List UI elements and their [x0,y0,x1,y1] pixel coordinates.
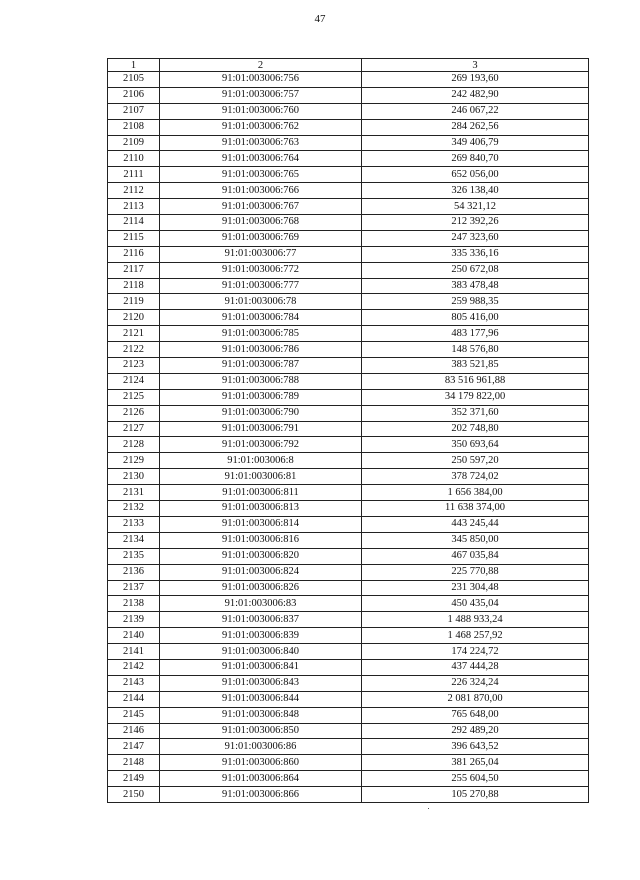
cadastral-number-cell: 91:01:003006:841 [160,659,362,675]
cadastral-number-cell: 91:01:003006:792 [160,437,362,453]
row-number-cell: 2137 [108,580,160,596]
row-number-cell: 2128 [108,437,160,453]
row-number-cell: 2133 [108,516,160,532]
table-row [108,580,589,596]
cadastral-number-cell: 91:01:003006:848 [160,707,362,723]
table-row [108,485,589,501]
table-row [108,294,589,310]
row-number-cell: 2108 [108,119,160,135]
table-row [108,453,589,469]
row-number-cell: 2116 [108,246,160,262]
cadastral-value-cell: 212 392,26 [362,215,589,231]
cadastral-number-cell: 91:01:003006:816 [160,532,362,548]
row-number-cell: 2115 [108,230,160,246]
table-row [108,421,589,437]
cadastral-number-cell: 91:01:003006:850 [160,723,362,739]
cadastral-value-table [107,58,589,803]
row-number-cell: 2118 [108,278,160,294]
row-number-cell: 2150 [108,787,160,803]
row-number-cell: 2138 [108,596,160,612]
table-row [108,278,589,294]
cadastral-value-cell: 1 656 384,00 [362,485,589,501]
table-row [108,501,589,517]
table-row [108,739,589,755]
row-number-cell: 2124 [108,373,160,389]
cadastral-value-cell: 349 406,79 [362,135,589,151]
table-row [108,691,589,707]
cadastral-number-cell: 91:01:003006:839 [160,628,362,644]
row-number-cell: 2120 [108,310,160,326]
cadastral-number-cell: 91:01:003006:768 [160,215,362,231]
cadastral-number-cell: 91:01:003006:777 [160,278,362,294]
cadastral-value-cell: 467 035,84 [362,548,589,564]
cadastral-value-cell: 255 604,50 [362,771,589,787]
table-row [108,707,589,723]
table-row [108,135,589,151]
row-number-cell: 2139 [108,612,160,628]
cadastral-number-cell: 91:01:003006:760 [160,103,362,119]
row-number-cell: 2145 [108,707,160,723]
row-number-cell: 2136 [108,564,160,580]
cadastral-number-cell: 91:01:003006:81 [160,469,362,485]
row-number-cell: 2106 [108,87,160,103]
table-row [108,659,589,675]
column-header-value: 3 [362,59,589,72]
cadastral-value-cell: 284 262,56 [362,119,589,135]
table-row [108,755,589,771]
row-number-cell: 2143 [108,675,160,691]
cadastral-number-cell: 91:01:003006:767 [160,199,362,215]
cadastral-number-cell: 91:01:003006:826 [160,580,362,596]
cadastral-number-cell: 91:01:003006:762 [160,119,362,135]
cadastral-value-cell: 225 770,88 [362,564,589,580]
row-number-cell: 2130 [108,469,160,485]
row-number-cell: 2105 [108,72,160,88]
cadastral-value-cell: 174 224,72 [362,644,589,660]
cadastral-number-cell: 91:01:003006:860 [160,755,362,771]
row-number-cell: 2149 [108,771,160,787]
table-row [108,151,589,167]
cadastral-number-cell: 91:01:003006:787 [160,358,362,374]
table-row [108,246,589,262]
cadastral-number-cell: 91:01:003006:86 [160,739,362,755]
table-row [108,215,589,231]
cadastral-number-cell: 91:01:003006:763 [160,135,362,151]
cadastral-value-cell: 350 693,64 [362,437,589,453]
cadastral-number-cell: 91:01:003006:772 [160,262,362,278]
cadastral-value-cell: 34 179 822,00 [362,389,589,405]
table-row [108,119,589,135]
table-row [108,373,589,389]
row-number-cell: 2122 [108,342,160,358]
row-number-cell: 2142 [108,659,160,675]
cadastral-value-cell: 105 270,88 [362,787,589,803]
cadastral-number-cell: 91:01:003006:790 [160,405,362,421]
table-row [108,230,589,246]
table-row [108,87,589,103]
cadastral-value-cell: 381 265,04 [362,755,589,771]
table-row [108,723,589,739]
row-number-cell: 2111 [108,167,160,183]
cadastral-value-cell: 2 081 870,00 [362,691,589,707]
cadastral-value-cell: 269 193,60 [362,72,589,88]
row-number-cell: 2119 [108,294,160,310]
cadastral-value-cell: 246 067,22 [362,103,589,119]
cadastral-value-cell: 226 324,24 [362,675,589,691]
table-row [108,183,589,199]
cadastral-number-cell: 91:01:003006:8 [160,453,362,469]
row-number-cell: 2134 [108,532,160,548]
cadastral-value-cell: 250 672,08 [362,262,589,278]
cadastral-number-cell: 91:01:003006:784 [160,310,362,326]
cadastral-value-cell: 292 489,20 [362,723,589,739]
row-number-cell: 2127 [108,421,160,437]
row-number-cell: 2135 [108,548,160,564]
cadastral-number-cell: 91:01:003006:811 [160,485,362,501]
table-row [108,326,589,342]
column-header-cadastral-number: 2 [160,59,362,72]
cadastral-value-cell: 396 643,52 [362,739,589,755]
row-number-cell: 2126 [108,405,160,421]
table-row [108,310,589,326]
cadastral-number-cell: 91:01:003006:843 [160,675,362,691]
cadastral-number-cell: 91:01:003006:765 [160,167,362,183]
cadastral-number-cell: 91:01:003006:788 [160,373,362,389]
cadastral-value-cell: 326 138,40 [362,183,589,199]
cadastral-number-cell: 91:01:003006:837 [160,612,362,628]
cadastral-number-cell: 91:01:003006:764 [160,151,362,167]
table-row [108,771,589,787]
table-row [108,167,589,183]
table-row [108,358,589,374]
cadastral-number-cell: 91:01:003006:766 [160,183,362,199]
table-row [108,532,589,548]
row-number-cell: 2129 [108,453,160,469]
table-row [108,405,589,421]
table-row [108,787,589,803]
cadastral-number-cell: 91:01:003006:756 [160,72,362,88]
cadastral-value-cell: 352 371,60 [362,405,589,421]
table-row [108,628,589,644]
table-row [108,199,589,215]
cadastral-value-cell: 259 988,35 [362,294,589,310]
table-row [108,644,589,660]
cadastral-value-cell: 269 840,70 [362,151,589,167]
table-header-row [108,59,589,72]
cadastral-number-cell: 91:01:003006:840 [160,644,362,660]
row-number-cell: 2131 [108,485,160,501]
cadastral-number-cell: 91:01:003006:820 [160,548,362,564]
cadastral-value-cell: 148 576,80 [362,342,589,358]
row-number-cell: 2114 [108,215,160,231]
cadastral-value-cell: 437 444,28 [362,659,589,675]
table-row [108,516,589,532]
table-row [108,612,589,628]
row-number-cell: 2113 [108,199,160,215]
table-row [108,437,589,453]
cadastral-value-cell: 450 435,04 [362,596,589,612]
row-number-cell: 2110 [108,151,160,167]
table-row [108,262,589,278]
cadastral-value-cell: 765 648,00 [362,707,589,723]
cadastral-value-cell: 345 850,00 [362,532,589,548]
cadastral-value-cell: 250 597,20 [362,453,589,469]
row-number-cell: 2132 [108,501,160,517]
row-number-cell: 2107 [108,103,160,119]
cadastral-number-cell: 91:01:003006:814 [160,516,362,532]
cadastral-value-cell: 202 748,80 [362,421,589,437]
table-row [108,469,589,485]
table-row [108,389,589,405]
row-number-cell: 2140 [108,628,160,644]
row-number-cell: 2117 [108,262,160,278]
row-number-cell: 2147 [108,739,160,755]
cadastral-value-cell: 805 416,00 [362,310,589,326]
cadastral-value-cell: 378 724,02 [362,469,589,485]
cadastral-number-cell: 91:01:003006:844 [160,691,362,707]
cadastral-value-cell: 383 521,85 [362,358,589,374]
table-row [108,72,589,88]
row-number-cell: 2148 [108,755,160,771]
cadastral-number-cell: 91:01:003006:769 [160,230,362,246]
cadastral-value-cell: 231 304,48 [362,580,589,596]
table-row [108,675,589,691]
cadastral-value-cell: 247 323,60 [362,230,589,246]
table-row [108,548,589,564]
cadastral-number-cell: 91:01:003006:791 [160,421,362,437]
row-number-cell: 2109 [108,135,160,151]
table-row [108,342,589,358]
cadastral-number-cell: 91:01:003006:866 [160,787,362,803]
table-row [108,564,589,580]
cadastral-number-cell: 91:01:003006:786 [160,342,362,358]
cadastral-value-cell: 443 245,44 [362,516,589,532]
cadastral-value-cell: 242 482,90 [362,87,589,103]
cadastral-number-cell: 91:01:003006:757 [160,87,362,103]
row-number-cell: 2112 [108,183,160,199]
stray-mark [428,808,429,809]
row-number-cell: 2121 [108,326,160,342]
cadastral-value-cell: 1 488 933,24 [362,612,589,628]
column-header-number: 1 [108,59,160,72]
cadastral-number-cell: 91:01:003006:824 [160,564,362,580]
row-number-cell: 2123 [108,358,160,374]
cadastral-value-cell: 83 516 961,88 [362,373,589,389]
row-number-cell: 2144 [108,691,160,707]
page-number: 47 [314,13,326,25]
table-body [108,72,589,803]
cadastral-value-cell: 383 478,48 [362,278,589,294]
cadastral-number-cell: 91:01:003006:78 [160,294,362,310]
cadastral-value-cell: 11 638 374,00 [362,501,589,517]
cadastral-number-cell: 91:01:003006:83 [160,596,362,612]
cadastral-number-cell: 91:01:003006:785 [160,326,362,342]
cadastral-value-cell: 1 468 257,92 [362,628,589,644]
cadastral-number-cell: 91:01:003006:813 [160,501,362,517]
table-row [108,596,589,612]
cadastral-value-cell: 483 177,96 [362,326,589,342]
row-number-cell: 2125 [108,389,160,405]
table-row [108,103,589,119]
cadastral-number-cell: 91:01:003006:77 [160,246,362,262]
cadastral-number-cell: 91:01:003006:789 [160,389,362,405]
cadastral-value-cell: 652 056,00 [362,167,589,183]
row-number-cell: 2146 [108,723,160,739]
row-number-cell: 2141 [108,644,160,660]
cadastral-number-cell: 91:01:003006:864 [160,771,362,787]
cadastral-value-cell: 335 336,16 [362,246,589,262]
cadastral-value-cell: 54 321,12 [362,199,589,215]
